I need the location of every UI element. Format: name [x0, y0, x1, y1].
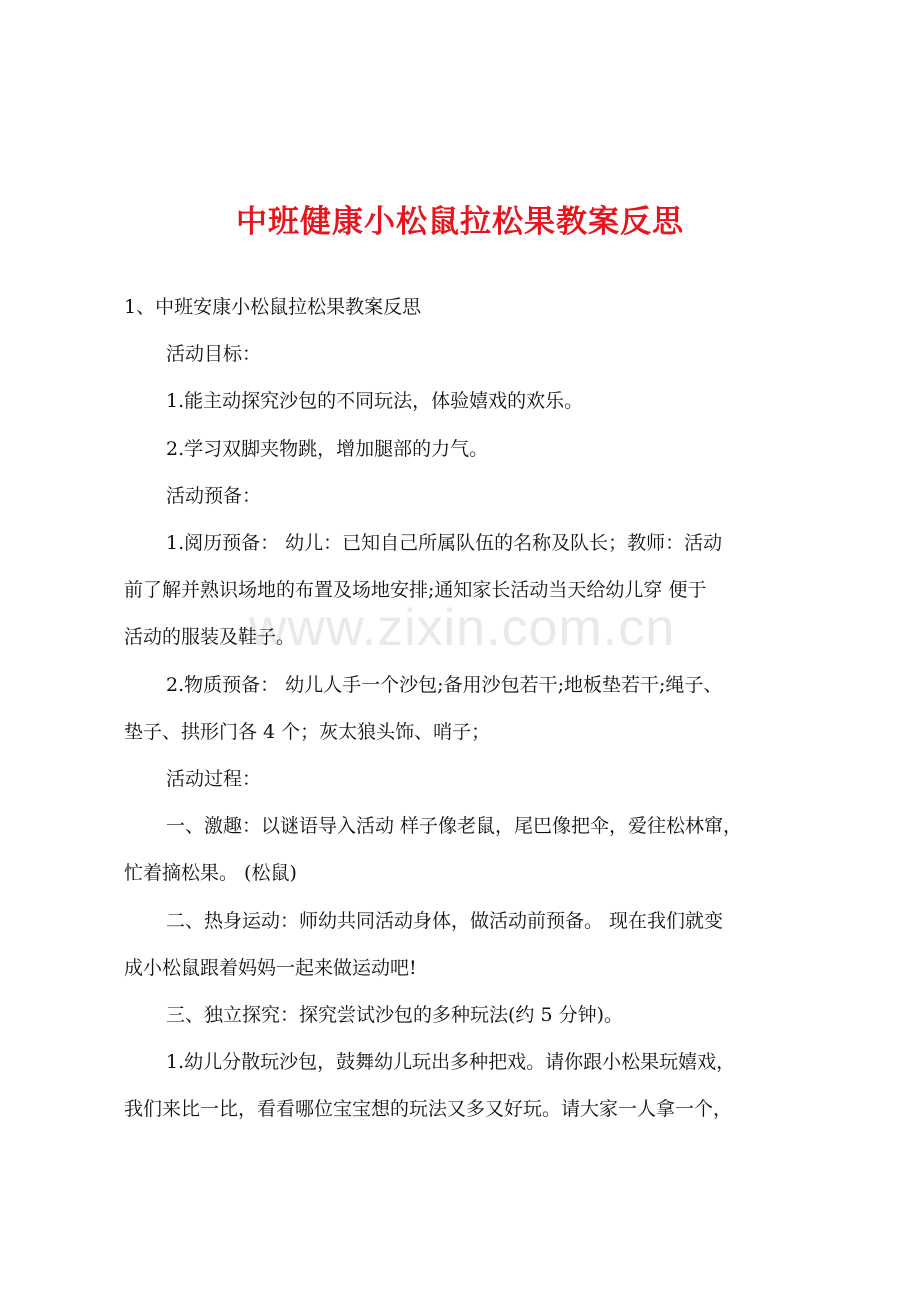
body-line: 1、中班安康小松鼠拉松果教案反思	[124, 296, 422, 318]
body-line: 成小松鼠跟着妈妈一起来做运动吧!	[124, 956, 417, 979]
watermark: www.zixin.com.cn	[248, 599, 676, 657]
body-line: 2.学习双脚夹物跳，增加腿部的力气。	[166, 437, 489, 460]
document-title: 中班健康小松鼠拉松果教案反思	[236, 204, 684, 240]
body-line: 活动过程：	[166, 768, 262, 791]
body-line: 前了解并熟识场地的布置及场地安排;通知家长活动当天给幼儿穿 便于	[124, 579, 707, 602]
body-line: 1.幼儿分散玩沙包，鼓舞幼儿玩出多种把戏。请你跟小松果玩嬉戏，	[166, 1051, 736, 1074]
body-line: 1.阅历预备： 幼儿：已知自己所属队伍的名称及队长；教师：活动	[166, 532, 723, 555]
body-line: 活动的服装及鞋子。	[124, 626, 296, 649]
body-line: 三、独立探究：探究尝试沙包的多种玩法(约 5 分钟)。	[166, 1004, 623, 1027]
body-line: 一、激趣：以谜语导入活动 样子像老鼠，尾巴像把伞，爱往松林窜，	[166, 815, 743, 838]
body-line: 忙着摘松果。 (松鼠)	[124, 862, 297, 885]
body-line: 活动预备：	[166, 484, 262, 507]
body-line: 垫子、拱形门各 4 个；灰太狼头饰、哨子；	[124, 720, 491, 743]
body-line: 1.能主动探究沙包的不同玩法，体验嬉戏的欢乐。	[166, 390, 584, 413]
body-line: 活动目标：	[166, 343, 262, 366]
body-line: 二、热身运动：师幼共同活动身体，做活动前预备。 现在我们就变	[166, 909, 724, 932]
body-line: 2.物质预备： 幼儿人手一个沙包;备用沙包若干;地板垫若干;绳子、	[166, 673, 723, 696]
document-body	[124, 284, 824, 1134]
body-line: 我们来比一比，看看哪位宝宝想的玩法又多又好玩。请大家一人拿一个，	[124, 1098, 733, 1121]
